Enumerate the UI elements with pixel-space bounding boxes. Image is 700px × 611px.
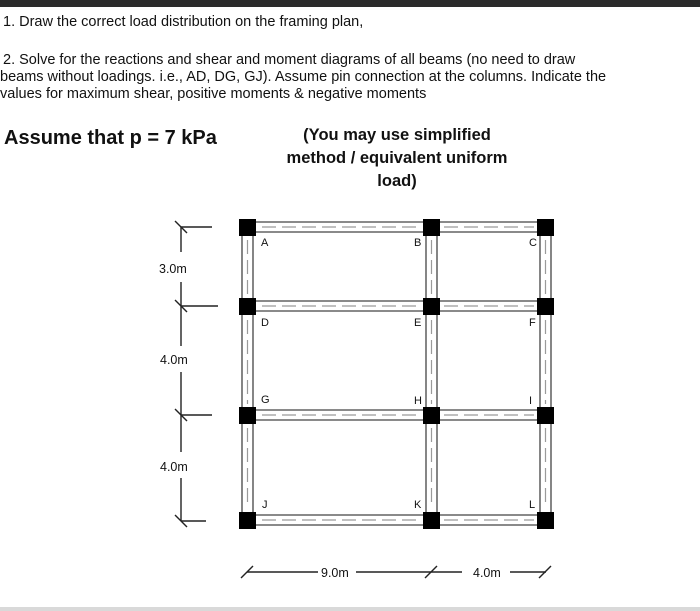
node-label-A: A bbox=[261, 237, 269, 249]
dimension-AB: 9.0m bbox=[321, 566, 349, 580]
bottom-border bbox=[0, 607, 700, 611]
column-E bbox=[423, 298, 440, 315]
node-label-K: K bbox=[414, 499, 422, 511]
column-L bbox=[537, 512, 554, 529]
node-label-I: I bbox=[529, 395, 533, 407]
method-note-line-1: (You may use simplified bbox=[303, 126, 491, 144]
column-G bbox=[239, 407, 256, 424]
column-I bbox=[537, 407, 554, 424]
column-D bbox=[239, 298, 256, 315]
node-label-B: B bbox=[414, 237, 422, 249]
instruction-item-2-line-1: 2. Solve for the reactions and shear and moment diagrams of all beams (no need to draw bbox=[3, 52, 576, 68]
node-label-C: C bbox=[529, 237, 537, 249]
column-J bbox=[239, 512, 256, 529]
method-note-line-3: load) bbox=[377, 172, 417, 190]
dimension-BC: 4.0m bbox=[473, 566, 501, 580]
column-H bbox=[423, 407, 440, 424]
column-K bbox=[423, 512, 440, 529]
dimension-DG: 4.0m bbox=[160, 353, 188, 367]
column-F bbox=[537, 298, 554, 315]
node-label-D: D bbox=[261, 317, 269, 329]
beam-centerlines bbox=[248, 227, 546, 520]
node-label-L: L bbox=[529, 499, 536, 511]
instruction-item-2-line-3: values for maximum shear, positive moments & negative moments bbox=[0, 86, 427, 102]
node-label-J: J bbox=[262, 499, 268, 511]
column-A bbox=[239, 219, 256, 236]
node-label-E: E bbox=[414, 317, 422, 329]
column-B bbox=[423, 219, 440, 236]
horizontal-dimension-line bbox=[241, 566, 551, 578]
column-C bbox=[537, 219, 554, 236]
node-label-H: H bbox=[414, 395, 422, 407]
dimension-GJ: 4.0m bbox=[160, 460, 188, 474]
node-label-F: F bbox=[529, 317, 536, 329]
method-note-line-2: method / equivalent uniform bbox=[286, 149, 508, 167]
dimension-AD: 3.0m bbox=[159, 262, 187, 276]
load-assumption: Assume that p = 7 kPa bbox=[4, 127, 217, 149]
node-label-G: G bbox=[261, 394, 270, 406]
instruction-item-1: 1. Draw the correct load distribution on the framing plan, bbox=[3, 14, 364, 30]
instruction-item-2-line-2: beams without loadings. i.e., AD, DG, GJ). Assume pin connection at the columns. Indicate the bbox=[0, 69, 607, 85]
